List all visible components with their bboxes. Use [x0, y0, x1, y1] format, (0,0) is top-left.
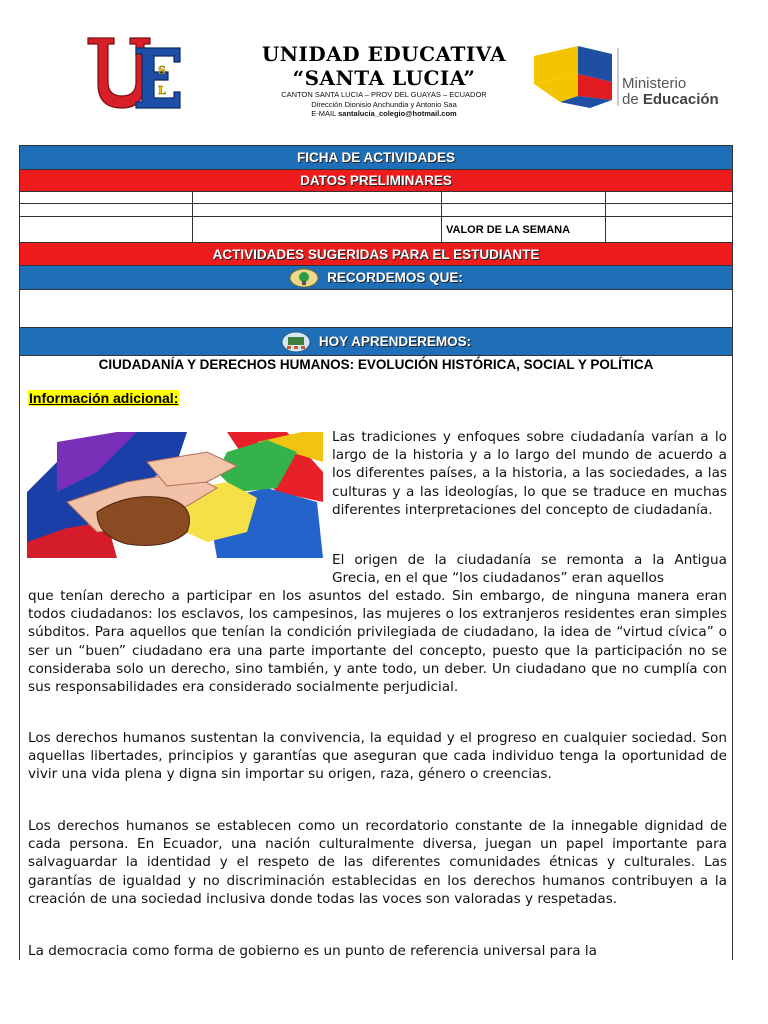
suggested-band [20, 243, 732, 266]
sheet-title: FICHA DE ACTIVIDADES [296, 150, 455, 165]
recordemos-area[interactable] [20, 290, 732, 328]
paragraph-1: Las tradiciones y enfoques sobre ciudadanía varían a lo largo de la historia y a lo largo del mundo de acuerdo a los diferentes países, a la historia, a las sociedades, a las culturas y a las ideologías, lo que se traduce en muchas diferentes interpretaciones del concepto de ciudadanía. [332, 429, 727, 518]
school-logo [84, 34, 184, 114]
field-cell[interactable] [193, 192, 442, 203]
topic-title: CIUDADANÍA Y DERECHOS HUMANOS: EVOLUCIÓN HISTÓRICA, SOCIAL Y POLÍTICA [98, 357, 654, 372]
svg-text:S: S [158, 64, 166, 77]
hoy-band [20, 328, 732, 356]
school-location: CANTON SANTA LUCIA – PROV DEL GUAYAS – ECUADOR [281, 90, 487, 99]
email-address: santalucia_colegio@hotmail.com [338, 109, 457, 118]
paragraph-3: Los derechos humanos sustentan la convivencia, la equidad y el progreso en cualquier sociedad. Son aquellas libertades, principios y garantías que aseguran que cada individuo tenga la oportunidad de vivir una vida plena y digna sin importar su origen, raza, género o creencias. [28, 730, 727, 783]
info-label: Información adicional: [29, 390, 179, 406]
classroom-icon [281, 331, 311, 353]
school-address: Dirección Dionisio Anchundia y Antonio Saa [311, 99, 457, 109]
field-cell[interactable] [20, 192, 193, 203]
preliminary-row-1 [20, 192, 732, 204]
hoy-title: HOY APRENDEREMOS: [318, 334, 472, 349]
field-cell[interactable] [20, 204, 193, 216]
recordemos-title: RECORDEMOS QUE: [327, 270, 463, 285]
week-value-label: VALOR DE LA SEMANA [446, 223, 571, 236]
ministry-name-line1: Ministerio [622, 75, 687, 92]
school-header [232, 42, 536, 119]
lightbulb-icon [289, 268, 319, 288]
suggested-title: ACTIVIDADES SUGERIDAS PARA EL ESTUDIANTE [212, 247, 540, 262]
school-email [232, 109, 536, 119]
field-cell[interactable] [193, 204, 442, 216]
sheet-title-band [20, 146, 732, 170]
joined-hands-image [27, 432, 323, 558]
paragraph-5: La democracia como forma de gobierno es un punto de referencia universal para la [28, 943, 597, 959]
field-cell[interactable] [20, 217, 193, 242]
field-cell[interactable] [442, 192, 606, 203]
svg-text:L: L [158, 84, 166, 97]
email-label: E-MAIL [311, 109, 337, 118]
paragraph-2-continued: que tenían derecho a participar en los asuntos del estado. Sin embargo, de ninguna manera eran todos ciudadanos: los esclavos, los campesinos, las mujeres o los extranjeros residentes eran simples súbditos. Para aquellos que tenían la condición privilegiada de ciudadano, la idea de “virtud cívica” o ser un “buen” ciudadano era una parte importante del concepto, puesto que la participación no se consideraba solo un derecho, sino también, y ante todo, un deber. Un ciudadano que no cumplía con sus responsabilidades era considerado socialmente perjudicial. [28, 588, 727, 696]
preliminary-row-2 [20, 204, 732, 217]
school-name-line1: UNIDAD EDUCATIVA [261, 42, 507, 66]
ministry-bold: Educación [642, 91, 719, 108]
field-cell[interactable] [442, 204, 606, 216]
ministry-prefix: de [622, 91, 643, 108]
preliminary-title: DATOS PRELIMINARES [300, 173, 452, 188]
paragraph-4: Los derechos humanos se establecen como un recordatorio constante de la innegable dignidad de cada persona. En Ecuador, una nación culturalmente diversa, juegan un papel importante para salvaguardar la identidad y el respeto de las diferentes comunidades étnicas y culturales. Las garantías de igualdad y no discriminación establecidas en los derechos humanos contribuyen a la creación de una sociedad inclusiva donde todas las voces son valoradas y respetadas. [28, 818, 727, 907]
ministry-name-line2 [622, 91, 719, 108]
paragraph-2-start: El origen de la ciudadanía se remonta a la Antigua Grecia, en el que “los ciudadanos” eran aquellos [332, 552, 727, 587]
preliminary-band [20, 170, 732, 192]
recordemos-band [20, 266, 732, 290]
field-cell[interactable] [193, 217, 442, 242]
preliminary-row-3 [20, 217, 732, 243]
activity-sheet [19, 145, 733, 960]
school-name-line2: “SANTA LUCIA” [292, 66, 476, 90]
